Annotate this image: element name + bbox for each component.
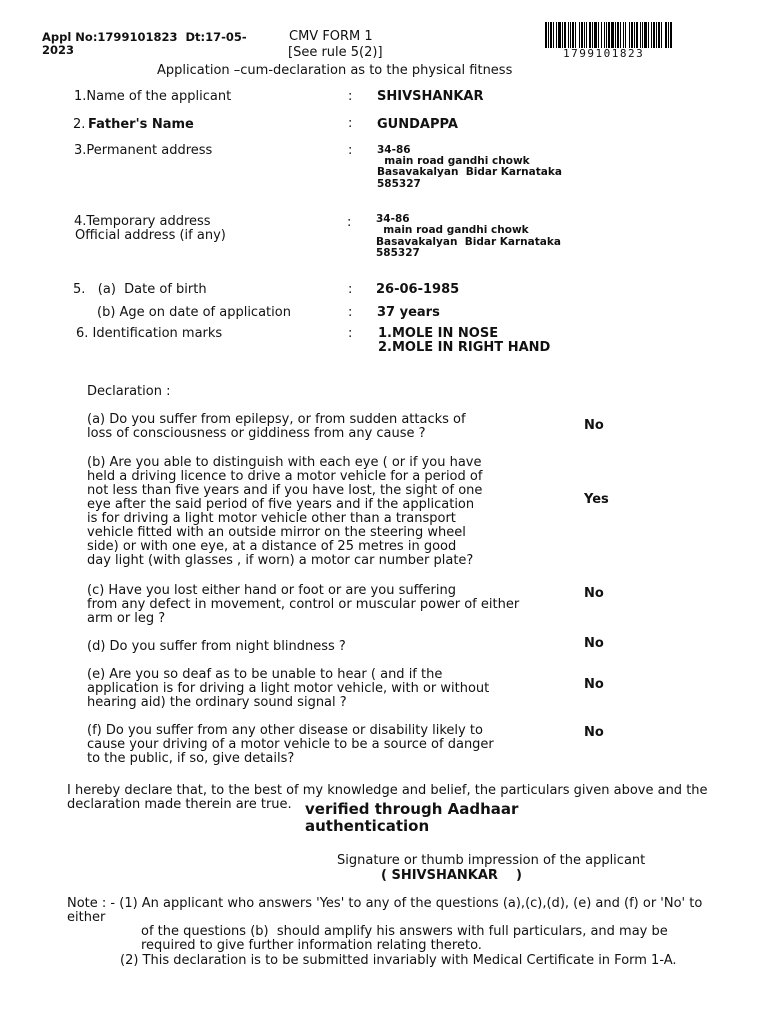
father-name-value: GUNDAPPA: [377, 117, 458, 132]
colon: :: [348, 116, 353, 131]
answer-b: Yes: [584, 492, 609, 507]
question-d: (d) Do you suffer from night blindness ?: [87, 639, 346, 654]
answer-e: No: [584, 677, 604, 692]
colon: :: [348, 305, 353, 320]
applicant-name-value: SHIVSHANKAR: [377, 89, 484, 104]
aadhaar-verified-line2: authentication: [305, 817, 430, 835]
colon: :: [348, 89, 353, 104]
answer-a: No: [584, 418, 604, 433]
dob-value: 26-06-1985: [376, 282, 460, 297]
signature-label: Signature or thumb impression of the applicant: [337, 853, 646, 868]
note-1-line3: required to give further information relating thereto.: [141, 938, 482, 953]
question-b: (b) Are you able to distinguish with each eye ( or if you have held a driving licence to drive a motor vehicle for a period of not less than five years and if you have lost, the sight of one eye after the said period of five years and if the application is for driving a light motor vehicle other than a transport vehicle fitted with an outside mirror on the steering wheel side) or with one eye, at a distance of 25 metres in good day light (with glasses , if worn) a motor car number plate?: [87, 455, 483, 568]
identification-mark-2: 2.MOLE IN RIGHT HAND: [378, 340, 551, 355]
question-c: (c) Have you lost either hand or foot or are you suffering from any defect in movement, control or muscular power of either arm or leg ?: [87, 583, 520, 626]
colon: :: [348, 282, 353, 297]
official-address-label: Official address (if any): [75, 228, 226, 243]
permanent-address-line1: 34-86: [377, 144, 411, 156]
father-name-label: Father's Name: [88, 117, 194, 132]
question-a: (a) Do you suffer from epilepsy, or from sudden attacks of loss of consciousness or giddiness from any cause ?: [87, 412, 466, 441]
colon: :: [348, 143, 353, 158]
permanent-address-line4: 585327: [377, 178, 421, 190]
age-label: (b) Age on date of application: [97, 305, 291, 320]
application-year: 2023: [42, 43, 75, 57]
note-2: (2) This declaration is to be submitted invariably with Medical Certificate in Form 1-A.: [120, 953, 677, 968]
answer-c: No: [584, 586, 604, 601]
dob-label: 5. (a) Date of birth: [73, 282, 207, 297]
answer-d: No: [584, 636, 604, 651]
temporary-address-line4: 585327: [376, 247, 420, 259]
permanent-address-label: 3.Permanent address: [74, 143, 213, 158]
barcode: [545, 22, 711, 48]
age-value: 37 years: [377, 305, 440, 320]
note-1: Note : - (1) An applicant who answers 'Yes' to any of the questions (a),(c),(d), (e) and (f) or 'No' to: [67, 896, 703, 911]
permanent-address-line2: main road gandhi chowk: [377, 155, 530, 167]
colon: :: [347, 215, 352, 230]
identification-marks-label: 6. Identification marks: [76, 326, 223, 341]
answer-f: No: [584, 725, 604, 740]
barcode-number: 1799101823: [563, 47, 645, 60]
father-name-number: 2.: [73, 117, 86, 132]
declaration-statement-line2: declaration made therein are true.: [67, 797, 292, 812]
temporary-address-line1: 34-86: [376, 213, 410, 225]
declaration-statement-line1: I hereby declare that, to the best of my knowledge and belief, the particulars given above and the: [67, 783, 708, 798]
form-subtitle: Application –cum-declaration as to the physical fitness: [157, 63, 513, 78]
permanent-address-line3: Basavakalyan Bidar Karnataka: [377, 166, 562, 178]
question-f: (f) Do you suffer from any other disease or disability likely to cause your driving of a motor vehicle to be a source of danger to the public, if so, give details?: [87, 723, 494, 766]
temporary-address-line2: main road gandhi chowk: [376, 224, 529, 236]
application-number: Appl No:1799101823 Dt:17-05-: [42, 30, 247, 44]
colon: :: [348, 326, 353, 341]
declaration-heading: Declaration :: [87, 384, 171, 399]
form-title: CMV FORM 1: [289, 29, 373, 44]
temporary-address-line3: Basavakalyan Bidar Karnataka: [376, 236, 561, 248]
note-1-line2: of the questions (b) should amplify his answers with full particulars, and may be: [141, 924, 668, 939]
aadhaar-verified-line1: verified through Aadhaar: [305, 800, 519, 818]
temporary-address-label: 4.Temporary address: [74, 214, 211, 229]
note-1-continued: either: [67, 910, 106, 925]
signature-name: ( SHIVSHANKAR ): [381, 868, 522, 883]
identification-mark-1: 1.MOLE IN NOSE: [378, 326, 499, 341]
applicant-name-label: 1.Name of the applicant: [74, 89, 232, 104]
question-e: (e) Are you so deaf as to be unable to hear ( and if the application is for driving a light motor vehicle, with or without hearing aid) the ordinary sound signal ?: [87, 667, 490, 710]
form-rule: [See rule 5(2)]: [288, 45, 383, 60]
